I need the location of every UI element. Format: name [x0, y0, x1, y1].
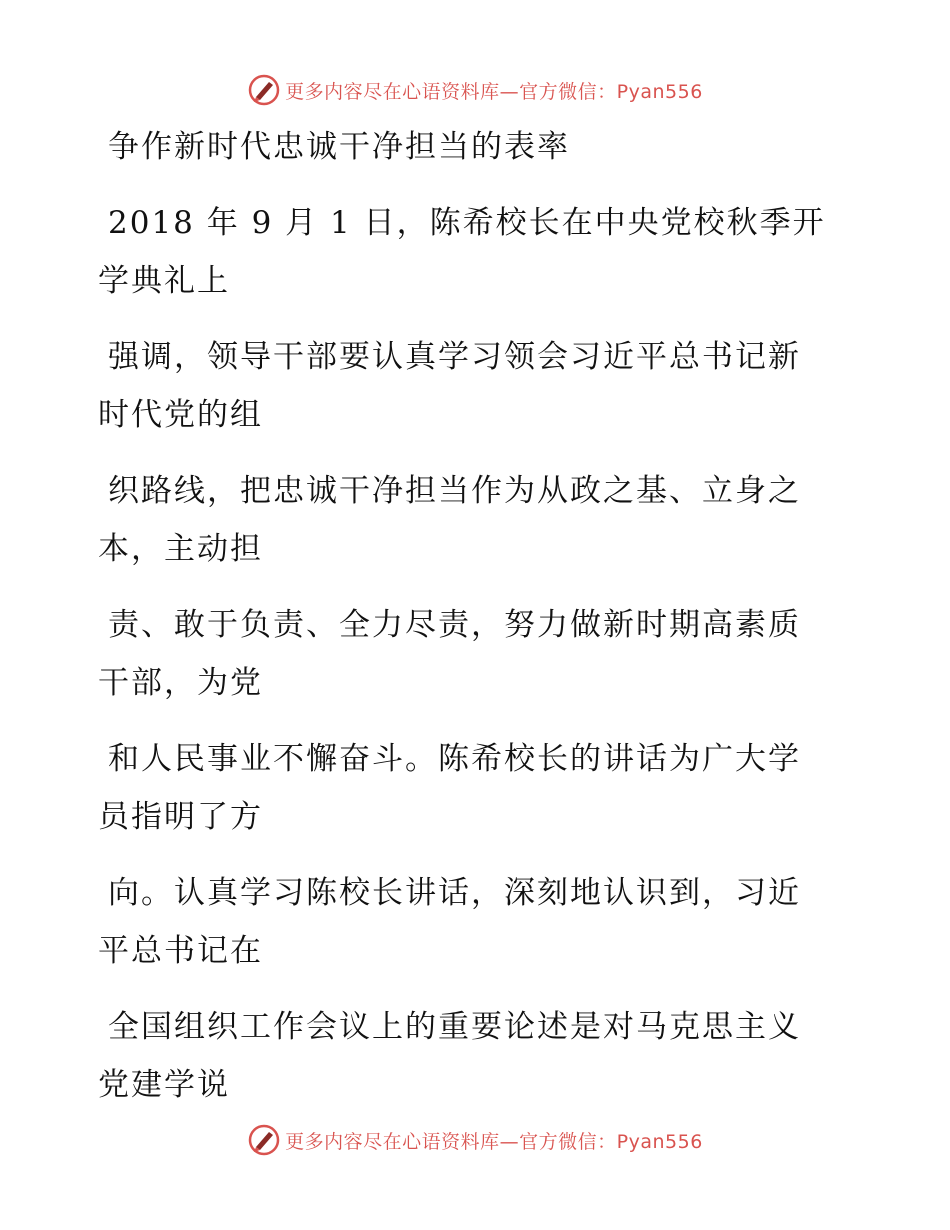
paragraph-line: 强调，领导干部要认真学习领会习近平总书记新 — [108, 339, 801, 375]
paragraph-line: 本，主动担 — [98, 531, 263, 567]
paragraph-line: 2018 年 9 月 1 日，陈希校长在中央党校秋季开 — [108, 205, 826, 241]
paragraph-line: 织路线，把忠诚干净担当作为从政之基、立身之 — [108, 473, 801, 509]
paragraph-line: 干部，为党 — [98, 665, 263, 701]
header-banner — [0, 70, 950, 110]
footer-banner — [0, 1120, 950, 1160]
document-body — [98, 118, 858, 1114]
paragraph-line: 时代党的组 — [98, 397, 263, 433]
paragraph-line: 学典礼上 — [98, 263, 230, 299]
paragraph-line: 党建学说 — [98, 1067, 230, 1103]
paragraph-line: 责、敢于负责、全力尽责，努力做新时期高素质 — [108, 607, 801, 643]
footer-banner-text: 更多内容尽在心语资料库—官方微信：Pyan556 — [285, 1130, 703, 1153]
paragraph-line: 平总书记在 — [98, 933, 263, 969]
document-title: 争作新时代忠诚干净担当的表率 — [108, 129, 570, 165]
paragraph-line: 和人民事业不懈奋斗。陈希校长的讲话为广大学 — [108, 741, 801, 777]
pen-logo-icon — [247, 73, 281, 107]
pen-logo-icon — [247, 1123, 281, 1157]
header-banner-text: 更多内容尽在心语资料库—官方微信：Pyan556 — [285, 80, 703, 103]
paragraph-line: 向。认真学习陈校长讲话，深刻地认识到，习近 — [108, 875, 801, 911]
paragraph-line: 全国组织工作会议上的重要论述是对马克思主义 — [108, 1009, 801, 1045]
paragraph-line: 员指明了方 — [98, 799, 263, 835]
